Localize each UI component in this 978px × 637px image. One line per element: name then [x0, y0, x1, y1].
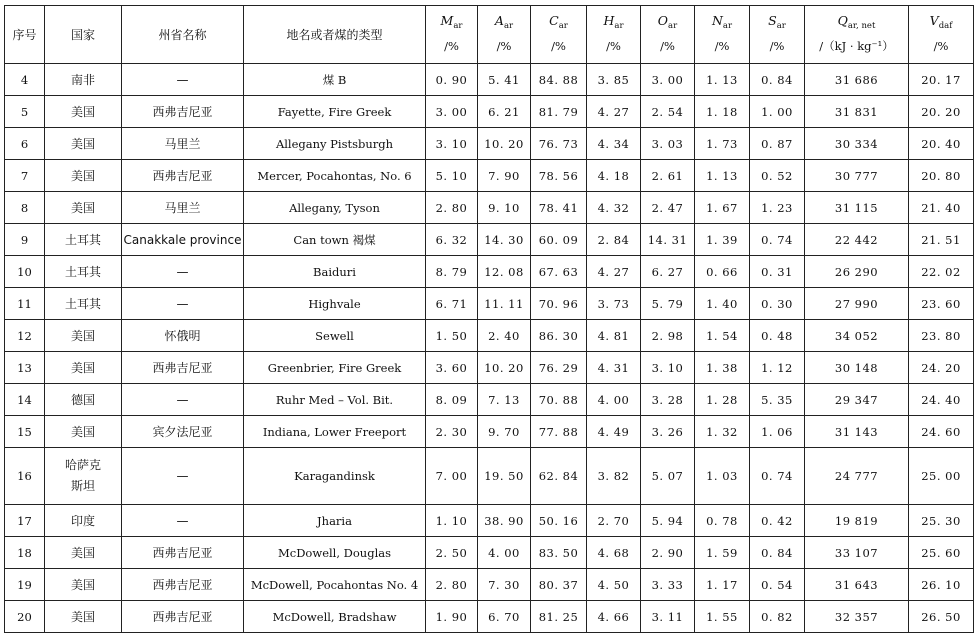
cell-calorific-value: 22 442 — [805, 224, 909, 256]
cell-volatile: 20. 20 — [909, 96, 974, 128]
cell-nitrogen: 1. 38 — [695, 352, 750, 384]
cell-sulfur: 0. 74 — [750, 224, 805, 256]
cell-sulfur: 0. 84 — [750, 537, 805, 569]
cell-hydrogen: 2. 84 — [587, 224, 641, 256]
cell-sulfur: 0. 84 — [750, 64, 805, 96]
cell-sulfur: 1. 00 — [750, 96, 805, 128]
cell-index: 10 — [5, 256, 45, 288]
cell-place: Allegany Pistsburgh — [244, 128, 426, 160]
cell-hydrogen: 3. 73 — [587, 288, 641, 320]
cell-moisture: 7. 00 — [426, 448, 478, 505]
cell-oxygen: 3. 10 — [641, 352, 695, 384]
cell-volatile: 24. 40 — [909, 384, 974, 416]
cell-index: 12 — [5, 320, 45, 352]
cell-carbon: 78. 41 — [531, 192, 587, 224]
table-row — [5, 320, 974, 352]
header-ash: $A_{ar}$ /% — [478, 6, 531, 64]
cell-country: 美国 — [45, 352, 122, 384]
cell-carbon: 62. 84 — [531, 448, 587, 505]
cell-country: 美国 — [45, 96, 122, 128]
cell-moisture: 2. 50 — [426, 537, 478, 569]
cell-moisture: 6. 71 — [426, 288, 478, 320]
table-row — [5, 256, 974, 288]
cell-ash: 4. 00 — [478, 537, 531, 569]
header-province: 州省名称 — [122, 6, 244, 64]
cell-sulfur: 0. 74 — [750, 448, 805, 505]
header-index: 序号 — [5, 6, 45, 64]
cell-calorific-value: 31 686 — [805, 64, 909, 96]
cell-country: 土耳其 — [45, 256, 122, 288]
cell-ash: 9. 70 — [478, 416, 531, 448]
table-row — [5, 448, 974, 505]
cell-country: 美国 — [45, 537, 122, 569]
cell-ash: 7. 90 — [478, 160, 531, 192]
cell-oxygen: 5. 79 — [641, 288, 695, 320]
cell-hydrogen: 4. 27 — [587, 256, 641, 288]
cell-nitrogen: 1. 55 — [695, 601, 750, 633]
cell-hydrogen: 4. 00 — [587, 384, 641, 416]
cell-place: Allegany, Tyson — [244, 192, 426, 224]
cell-hydrogen: 4. 27 — [587, 96, 641, 128]
cell-oxygen: 3. 26 — [641, 416, 695, 448]
cell-calorific-value: 27 990 — [805, 288, 909, 320]
cell-hydrogen: 4. 49 — [587, 416, 641, 448]
cell-ash: 10. 20 — [478, 128, 531, 160]
cell-ash: 2. 40 — [478, 320, 531, 352]
cell-index: 20 — [5, 601, 45, 633]
cell-index: 7 — [5, 160, 45, 192]
cell-hydrogen: 4. 32 — [587, 192, 641, 224]
cell-calorific-value: 24 777 — [805, 448, 909, 505]
cell-calorific-value: 29 347 — [805, 384, 909, 416]
cell-volatile: 20. 40 — [909, 128, 974, 160]
cell-hydrogen: 4. 66 — [587, 601, 641, 633]
table-row — [5, 416, 974, 448]
cell-nitrogen: 1. 54 — [695, 320, 750, 352]
cell-index: 14 — [5, 384, 45, 416]
cell-province: — — [122, 288, 244, 320]
cell-nitrogen: 1. 18 — [695, 96, 750, 128]
cell-volatile: 21. 51 — [909, 224, 974, 256]
cell-volatile: 23. 60 — [909, 288, 974, 320]
cell-carbon: 76. 29 — [531, 352, 587, 384]
cell-hydrogen: 3. 82 — [587, 448, 641, 505]
cell-place: Fayette, Fire Greek — [244, 96, 426, 128]
cell-nitrogen: 1. 59 — [695, 537, 750, 569]
cell-place: Sewell — [244, 320, 426, 352]
cell-hydrogen: 3. 85 — [587, 64, 641, 96]
cell-place: Jharia — [244, 505, 426, 537]
cell-moisture: 1. 50 — [426, 320, 478, 352]
cell-moisture: 2. 80 — [426, 569, 478, 601]
table-row — [5, 505, 974, 537]
cell-province: Canakkale province — [122, 224, 244, 256]
cell-nitrogen: 1. 13 — [695, 64, 750, 96]
cell-place: Indiana, Lower Freeport — [244, 416, 426, 448]
cell-sulfur: 0. 54 — [750, 569, 805, 601]
cell-place: McDowell, Pocahontas No. 4 — [244, 569, 426, 601]
cell-place: McDowell, Douglas — [244, 537, 426, 569]
cell-ash: 12. 08 — [478, 256, 531, 288]
cell-ash: 9. 10 — [478, 192, 531, 224]
cell-volatile: 24. 60 — [909, 416, 974, 448]
cell-province: — — [122, 448, 244, 505]
cell-volatile: 20. 80 — [909, 160, 974, 192]
cell-nitrogen: 1. 17 — [695, 569, 750, 601]
cell-oxygen: 2. 47 — [641, 192, 695, 224]
cell-carbon: 70. 88 — [531, 384, 587, 416]
cell-country: 印度 — [45, 505, 122, 537]
cell-province: 宾夕法尼亚 — [122, 416, 244, 448]
cell-ash: 7. 30 — [478, 569, 531, 601]
table-row — [5, 192, 974, 224]
cell-sulfur: 0. 31 — [750, 256, 805, 288]
cell-carbon: 77. 88 — [531, 416, 587, 448]
cell-index: 17 — [5, 505, 45, 537]
cell-ash: 14. 30 — [478, 224, 531, 256]
cell-moisture: 1. 10 — [426, 505, 478, 537]
cell-oxygen: 2. 54 — [641, 96, 695, 128]
cell-country: 土耳其 — [45, 288, 122, 320]
cell-sulfur: 0. 87 — [750, 128, 805, 160]
cell-hydrogen: 4. 34 — [587, 128, 641, 160]
cell-calorific-value: 32 357 — [805, 601, 909, 633]
cell-calorific-value: 30 334 — [805, 128, 909, 160]
cell-hydrogen: 2. 70 — [587, 505, 641, 537]
table-row — [5, 384, 974, 416]
cell-moisture: 2. 80 — [426, 192, 478, 224]
cell-calorific-value: 34 052 — [805, 320, 909, 352]
cell-hydrogen: 4. 68 — [587, 537, 641, 569]
cell-carbon: 70. 96 — [531, 288, 587, 320]
cell-oxygen: 3. 03 — [641, 128, 695, 160]
cell-nitrogen: 1. 73 — [695, 128, 750, 160]
cell-nitrogen: 0. 78 — [695, 505, 750, 537]
table-row — [5, 128, 974, 160]
cell-carbon: 60. 09 — [531, 224, 587, 256]
header-carbon: $C_{ar}$ /% — [531, 6, 587, 64]
cell-index: 6 — [5, 128, 45, 160]
cell-country: 美国 — [45, 416, 122, 448]
cell-sulfur: 0. 48 — [750, 320, 805, 352]
cell-nitrogen: 1. 03 — [695, 448, 750, 505]
cell-index: 16 — [5, 448, 45, 505]
cell-moisture: 6. 32 — [426, 224, 478, 256]
cell-country: 美国 — [45, 192, 122, 224]
header-volatile: $V_{daf}$ /% — [909, 6, 974, 64]
cell-index: 4 — [5, 64, 45, 96]
cell-country: 哈萨克 斯坦 — [45, 448, 122, 505]
cell-province: 西弗吉尼亚 — [122, 352, 244, 384]
cell-carbon: 81. 79 — [531, 96, 587, 128]
header-hydrogen: $H_{ar}$ /% — [587, 6, 641, 64]
cell-index: 11 — [5, 288, 45, 320]
cell-volatile: 24. 20 — [909, 352, 974, 384]
table-row — [5, 352, 974, 384]
cell-sulfur: 0. 42 — [750, 505, 805, 537]
cell-index: 9 — [5, 224, 45, 256]
cell-place: Karagandinsk — [244, 448, 426, 505]
cell-province: — — [122, 256, 244, 288]
cell-moisture: 3. 60 — [426, 352, 478, 384]
cell-ash: 5. 41 — [478, 64, 531, 96]
cell-calorific-value: 31 643 — [805, 569, 909, 601]
cell-country: 美国 — [45, 569, 122, 601]
cell-volatile: 25. 30 — [909, 505, 974, 537]
cell-index: 13 — [5, 352, 45, 384]
cell-nitrogen: 1. 40 — [695, 288, 750, 320]
cell-oxygen: 5. 07 — [641, 448, 695, 505]
cell-province: 西弗吉尼亚 — [122, 601, 244, 633]
cell-volatile: 22. 02 — [909, 256, 974, 288]
cell-calorific-value: 19 819 — [805, 505, 909, 537]
table-row — [5, 537, 974, 569]
cell-index: 19 — [5, 569, 45, 601]
cell-moisture: 2. 30 — [426, 416, 478, 448]
cell-volatile: 26. 50 — [909, 601, 974, 633]
cell-country: 德国 — [45, 384, 122, 416]
cell-oxygen: 2. 98 — [641, 320, 695, 352]
cell-sulfur: 0. 82 — [750, 601, 805, 633]
cell-place: Greenbrier, Fire Greek — [244, 352, 426, 384]
table-row — [5, 64, 974, 96]
cell-carbon: 50. 16 — [531, 505, 587, 537]
table-body — [5, 64, 974, 633]
cell-ash: 6. 21 — [478, 96, 531, 128]
cell-carbon: 78. 56 — [531, 160, 587, 192]
cell-nitrogen: 0. 66 — [695, 256, 750, 288]
cell-place: Ruhr Med – Vol. Bit. — [244, 384, 426, 416]
table-row — [5, 224, 974, 256]
cell-province: — — [122, 384, 244, 416]
cell-place: McDowell, Bradshaw — [244, 601, 426, 633]
cell-country: 南非 — [45, 64, 122, 96]
cell-calorific-value: 26 290 — [805, 256, 909, 288]
cell-sulfur: 1. 23 — [750, 192, 805, 224]
cell-province: 马里兰 — [122, 128, 244, 160]
cell-volatile: 23. 80 — [909, 320, 974, 352]
cell-oxygen: 3. 00 — [641, 64, 695, 96]
header-calorific-value: $Q_{ar, net}$ /（kJ · kg⁻¹） — [805, 6, 909, 64]
cell-moisture: 5. 10 — [426, 160, 478, 192]
cell-index: 18 — [5, 537, 45, 569]
cell-oxygen: 3. 33 — [641, 569, 695, 601]
cell-oxygen: 3. 28 — [641, 384, 695, 416]
header-place: 地名或者煤的类型 — [244, 6, 426, 64]
cell-carbon: 86. 30 — [531, 320, 587, 352]
table-row — [5, 601, 974, 633]
cell-nitrogen: 1. 13 — [695, 160, 750, 192]
cell-ash: 7. 13 — [478, 384, 531, 416]
header-moisture: $M_{ar}$ /% — [426, 6, 478, 64]
cell-oxygen: 14. 31 — [641, 224, 695, 256]
cell-place: Highvale — [244, 288, 426, 320]
cell-hydrogen: 4. 81 — [587, 320, 641, 352]
cell-carbon: 80. 37 — [531, 569, 587, 601]
cell-place: Mercer, Pocahontas, No. 6 — [244, 160, 426, 192]
cell-country: 美国 — [45, 128, 122, 160]
header-row — [5, 6, 974, 64]
cell-province: 西弗吉尼亚 — [122, 569, 244, 601]
cell-index: 15 — [5, 416, 45, 448]
cell-ash: 11. 11 — [478, 288, 531, 320]
cell-calorific-value: 31 831 — [805, 96, 909, 128]
cell-calorific-value: 30 148 — [805, 352, 909, 384]
cell-index: 5 — [5, 96, 45, 128]
cell-oxygen: 6. 27 — [641, 256, 695, 288]
cell-place: Baiduri — [244, 256, 426, 288]
cell-oxygen: 5. 94 — [641, 505, 695, 537]
header-oxygen: $O_{ar}$ /% — [641, 6, 695, 64]
cell-carbon: 84. 88 — [531, 64, 587, 96]
cell-oxygen: 3. 11 — [641, 601, 695, 633]
cell-carbon: 76. 73 — [531, 128, 587, 160]
cell-index: 8 — [5, 192, 45, 224]
cell-nitrogen: 1. 28 — [695, 384, 750, 416]
cell-oxygen: 2. 61 — [641, 160, 695, 192]
cell-country: 美国 — [45, 160, 122, 192]
cell-hydrogen: 4. 31 — [587, 352, 641, 384]
cell-moisture: 3. 10 — [426, 128, 478, 160]
cell-country: 美国 — [45, 320, 122, 352]
cell-moisture: 1. 90 — [426, 601, 478, 633]
table-row — [5, 569, 974, 601]
cell-calorific-value: 30 777 — [805, 160, 909, 192]
cell-volatile: 25. 60 — [909, 537, 974, 569]
cell-volatile: 25. 00 — [909, 448, 974, 505]
cell-moisture: 0. 90 — [426, 64, 478, 96]
cell-nitrogen: 1. 39 — [695, 224, 750, 256]
cell-moisture: 8. 79 — [426, 256, 478, 288]
coal-analysis-table — [4, 5, 974, 633]
cell-oxygen: 2. 90 — [641, 537, 695, 569]
cell-volatile: 26. 10 — [909, 569, 974, 601]
cell-province: — — [122, 505, 244, 537]
cell-province: 马里兰 — [122, 192, 244, 224]
cell-calorific-value: 31 143 — [805, 416, 909, 448]
cell-ash: 38. 90 — [478, 505, 531, 537]
cell-ash: 10. 20 — [478, 352, 531, 384]
cell-sulfur: 5. 35 — [750, 384, 805, 416]
header-nitrogen: $N_{ar}$ /% — [695, 6, 750, 64]
cell-province: 西弗吉尼亚 — [122, 537, 244, 569]
cell-calorific-value: 31 115 — [805, 192, 909, 224]
header-country: 国家 — [45, 6, 122, 64]
cell-volatile: 21. 40 — [909, 192, 974, 224]
cell-nitrogen: 1. 67 — [695, 192, 750, 224]
cell-ash: 19. 50 — [478, 448, 531, 505]
table-row — [5, 288, 974, 320]
cell-moisture: 8. 09 — [426, 384, 478, 416]
cell-sulfur: 0. 52 — [750, 160, 805, 192]
cell-ash: 6. 70 — [478, 601, 531, 633]
cell-hydrogen: 4. 18 — [587, 160, 641, 192]
cell-calorific-value: 33 107 — [805, 537, 909, 569]
cell-province: 怀俄明 — [122, 320, 244, 352]
cell-carbon: 81. 25 — [531, 601, 587, 633]
cell-sulfur: 0. 30 — [750, 288, 805, 320]
cell-country: 土耳其 — [45, 224, 122, 256]
cell-province: — — [122, 64, 244, 96]
cell-province: 西弗吉尼亚 — [122, 96, 244, 128]
cell-place: Can town 褐煤 — [244, 224, 426, 256]
cell-province: 西弗吉尼亚 — [122, 160, 244, 192]
cell-sulfur: 1. 12 — [750, 352, 805, 384]
cell-place: 煤 B — [244, 64, 426, 96]
table-row — [5, 160, 974, 192]
cell-carbon: 67. 63 — [531, 256, 587, 288]
table-row — [5, 96, 974, 128]
cell-sulfur: 1. 06 — [750, 416, 805, 448]
header-sulfur: $S_{ar}$ /% — [750, 6, 805, 64]
cell-moisture: 3. 00 — [426, 96, 478, 128]
cell-country: 美国 — [45, 601, 122, 633]
cell-nitrogen: 1. 32 — [695, 416, 750, 448]
cell-carbon: 83. 50 — [531, 537, 587, 569]
cell-volatile: 20. 17 — [909, 64, 974, 96]
cell-hydrogen: 4. 50 — [587, 569, 641, 601]
